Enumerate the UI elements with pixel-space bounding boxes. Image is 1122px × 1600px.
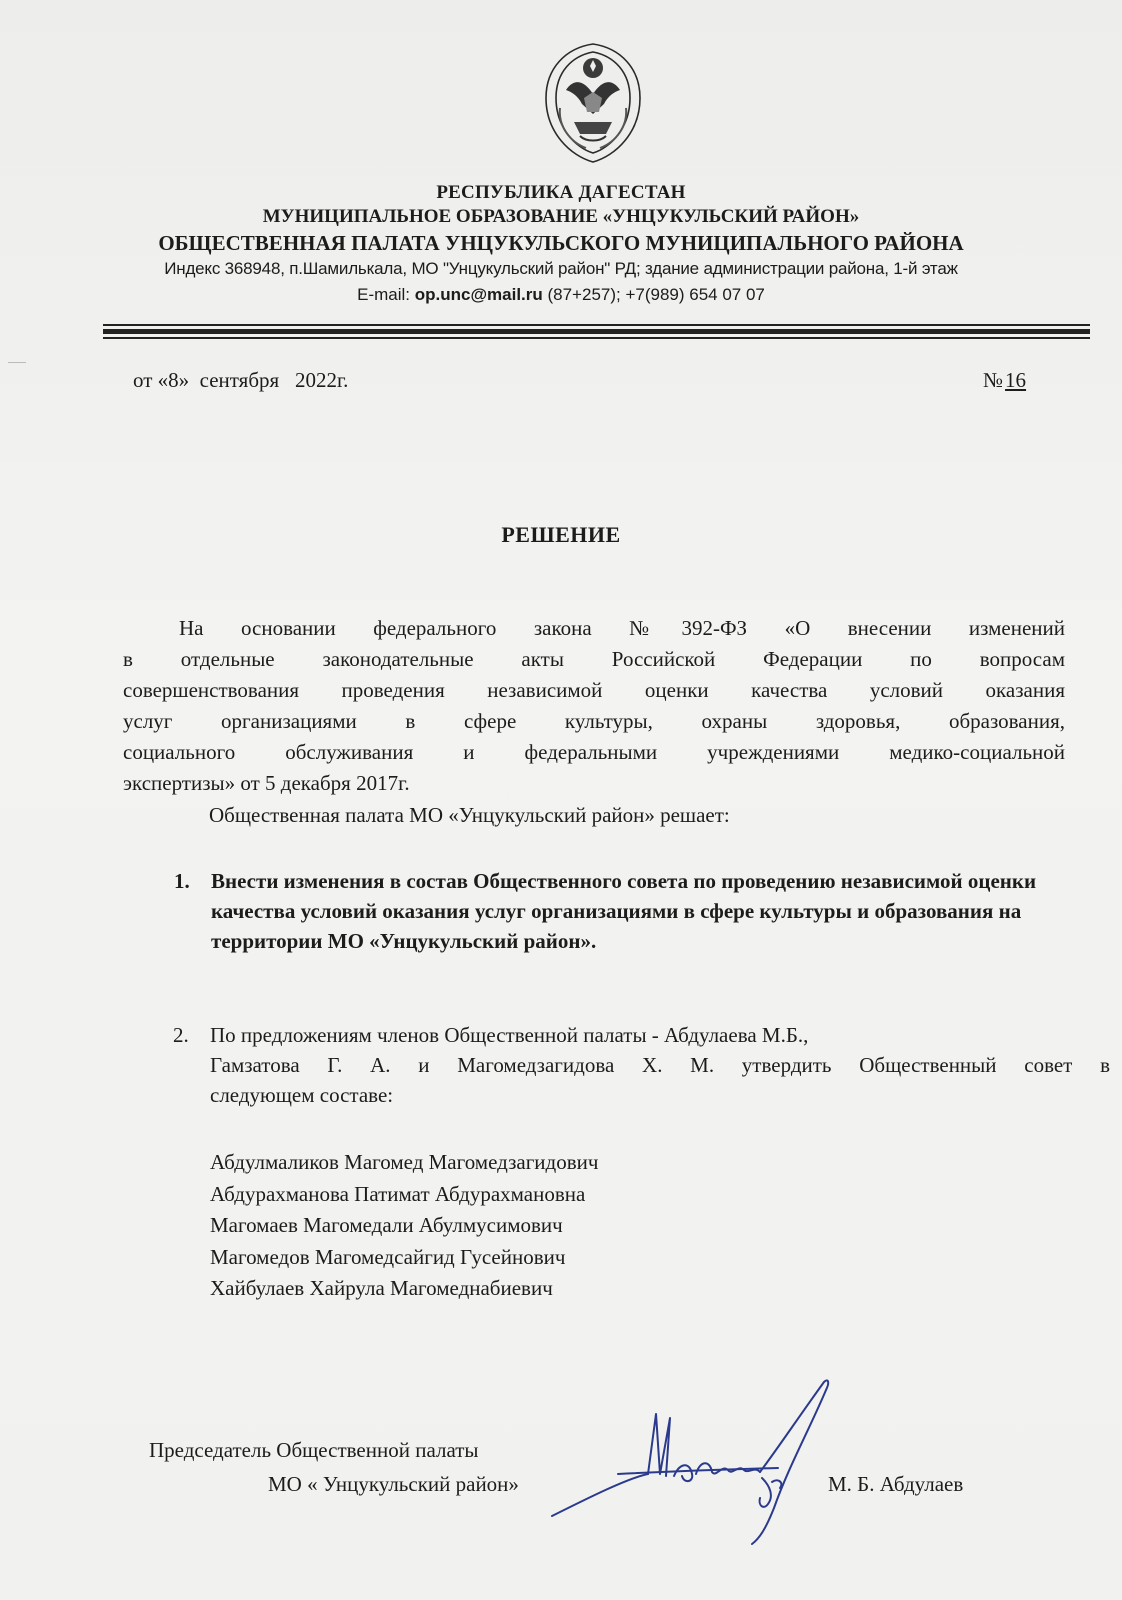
preamble-line: экспертизы» от 5 декабря 2017г. <box>123 771 410 795</box>
header-address: Индекс 368948, п.Шамилькала, МО "Унцукульский район" РД; здание администрации района, 1-й этаж <box>164 259 958 278</box>
item-text-line: Гамзатова Г. А. и Магомедзагидова Х. М. утвердить Общественный совет в <box>210 1053 1110 1077</box>
header-rule-thin-bottom <box>103 337 1090 339</box>
header-republic: РЕСПУБЛИКА ДАГЕСТАН <box>436 182 686 203</box>
list-item: Абдулмаликов Магомед Магомедзагидович <box>210 1150 599 1174</box>
member-list <box>210 1147 598 1305</box>
coat-of-arms-emblem <box>536 38 650 166</box>
header-rule-thin-top <box>103 324 1090 326</box>
decision-statement: Общественная палата МО «Унцукульский район» решает: <box>209 803 730 827</box>
decision-item-2 <box>173 1020 1110 1110</box>
phone-numbers: (87+257); +7(989) 654 07 07 <box>542 285 765 304</box>
number-value: 16 <box>1005 368 1027 392</box>
decision-item-1 <box>174 866 1061 956</box>
preamble-paragraph <box>123 613 1065 799</box>
document-number <box>983 368 1026 393</box>
header-contacts <box>0 285 1122 305</box>
item-text: Внести изменения в состав Общественного совета по проведению независимой оценки качества условий оказания услуг организациями в сфере культуры и образования на территории МО «Унцукульский район». <box>211 869 1037 953</box>
list-item: Абдурахманова Патимат Абдурахмановна <box>210 1181 586 1206</box>
signatory-role-line1: Председатель Общественной палаты <box>149 1438 479 1462</box>
preamble-line: услуг организациями в сфере культуры, охраны здоровья, образования, <box>123 709 1065 733</box>
list-item: Магомаев Магомедали Абулмусимович <box>210 1213 563 1237</box>
header-municipality: МУНИЦИПАЛЬНОЕ ОБРАЗОВАНИЕ «УНЦУКУЛЬСКИЙ РАЙОН» <box>262 206 860 227</box>
signatory-name: М. Б. Абдулаев <box>828 1472 964 1496</box>
document-title: РЕШЕНИЕ <box>501 522 621 547</box>
email-address: op.unc@mail.ru <box>414 285 543 304</box>
signatory-role-line2: МО « Унцукульский район» <box>268 1472 519 1496</box>
item-text-line: следующем составе: <box>210 1083 394 1107</box>
handwritten-signature <box>548 1378 868 1578</box>
document-date: от «8» сентября 2022г. <box>133 368 349 392</box>
header-rule-thick <box>103 329 1090 334</box>
email-label: E-mail: <box>357 285 415 304</box>
preamble-line: в отдельные законодательные акты Российской Федерации по вопросам <box>123 647 1065 671</box>
list-item: Магомедов Магомедсайгид Гусейнович <box>210 1244 566 1269</box>
number-label: № <box>983 368 1004 392</box>
preamble-line: На основании федерального закона №392-ФЗ «О внесении изменений <box>179 616 1065 640</box>
header-chamber: ОБЩЕСТВЕННАЯ ПАЛАТА УНЦУКУЛЬСКОГО МУНИЦИПАЛЬНОГО РАЙОНА <box>158 231 964 255</box>
item-number: 2. <box>173 1023 189 1047</box>
preamble-line: социального обслуживания и федеральными учреждениями медико-социальной <box>123 740 1065 764</box>
margin-mark <box>8 362 26 363</box>
preamble-line: совершенствования проведения независимой оценки качества условий оказания <box>123 678 1065 702</box>
item-number: 1. <box>174 869 190 893</box>
item-text-line: По предложениям членов Общественной палаты - Абдулаева М.Б., <box>210 1023 809 1047</box>
list-item: Хайбулаев Хайрула Магомеднабиевич <box>210 1276 553 1300</box>
